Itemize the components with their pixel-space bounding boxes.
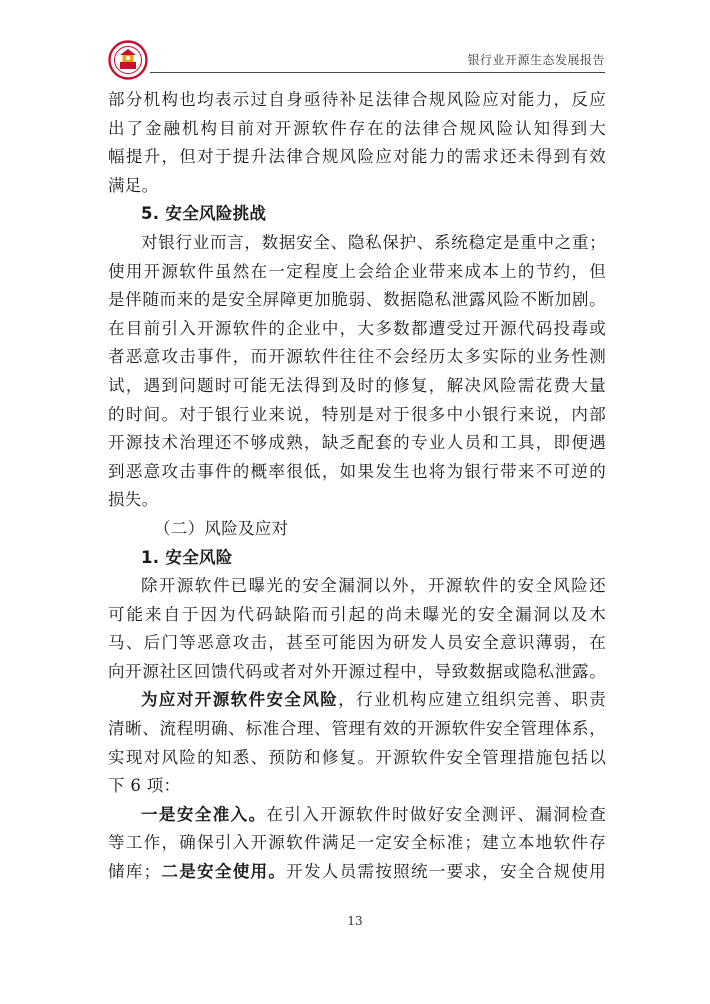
- text-line: [108, 372, 606, 401]
- text-line: [108, 258, 606, 287]
- text-line: [108, 429, 606, 458]
- text-line: [108, 601, 606, 630]
- text-line: [108, 315, 606, 344]
- text-line: [108, 686, 606, 715]
- text-line: [108, 744, 606, 773]
- bold-phrase: 一是安全准入。: [141, 804, 267, 824]
- line-text: 到恶意攻击事件的概率很低，如果发生也将为银行带来不可逆的: [108, 461, 606, 481]
- section-heading: [108, 200, 606, 229]
- text-line: [108, 858, 606, 887]
- page-header: [0, 0, 710, 80]
- line-text: 出了金融机构目前对开源软件存在的法律合规风险认知得到大: [108, 118, 606, 138]
- line-text: 除开源软件已曝光的安全漏洞以外，开源软件的安全风险还: [141, 576, 606, 596]
- line-text: 幅提升，但对于提升法律合规风险应对能力的需求还未得到有效: [108, 147, 606, 167]
- text-line: [108, 86, 606, 115]
- line-text: 在引入开源软件时做好安全测评、漏洞检查: [266, 804, 606, 824]
- line-text: 损失。: [108, 490, 159, 510]
- line-text: 使用开源软件虽然在一定程度上会给企业带来成本上的节约，但: [108, 261, 606, 281]
- line-text: 可能来自于因为代码缺陷而引起的尚未曝光的安全漏洞以及木: [108, 604, 606, 624]
- line-text: 在目前引入开源软件的企业中，大多数都遭受过开源代码投毒或: [108, 318, 606, 338]
- bold-phrase: 二是安全使用。: [160, 862, 287, 882]
- line-text: 向开源社区回馈代码或者对外开源过程中，导致数据或隐私泄露。: [108, 661, 606, 681]
- line-text: 部分机构也均表示过自身亟待补足法律合规风险应对能力，反应: [108, 90, 606, 109]
- text-line: [108, 172, 606, 201]
- text-line: [108, 629, 606, 658]
- line-text: 对银行业而言，数据安全、隐私保护、系统稳定是重中之重；: [141, 232, 606, 252]
- section-heading: [108, 544, 606, 573]
- line-text: 实现对风险的知悉、预防和修复。开源软件安全管理措施包括以: [108, 747, 606, 767]
- line-text: 清晰、流程明确、标准合理、管理有效的开源软件安全管理体系，: [108, 719, 606, 739]
- line-text: 者恶意攻击事件，而开源软件往往不会经历太多实际的业务性测: [108, 347, 606, 367]
- text-line: [108, 458, 606, 487]
- text-line: [108, 401, 606, 430]
- text-line: [108, 572, 606, 601]
- text-line: [108, 801, 606, 830]
- line-text: 等工作，确保引入开源软件满足一定安全标准；建立本地软件存: [108, 833, 606, 853]
- text-line: [108, 715, 606, 744]
- text-line: [108, 343, 606, 372]
- line-text: 的时间。对于银行业来说，特别是对于很多中小银行来说，内部: [108, 404, 606, 424]
- body-text: [108, 86, 606, 887]
- line-text: 下 6 项：: [108, 776, 181, 796]
- page-number: 13: [347, 914, 363, 928]
- line-text: 储库；: [108, 862, 161, 882]
- subsection-heading: [108, 515, 606, 544]
- header-title: 银行业开源生态发展报告: [467, 53, 605, 67]
- text-line: [108, 143, 606, 172]
- line-text: 5. 安全风险挑战: [141, 204, 267, 224]
- line-text: ，行业机构应建立组织完善、职责: [338, 690, 606, 710]
- bold-phrase: 为应对开源软件安全风险: [141, 690, 339, 710]
- text-line: [108, 658, 606, 687]
- line-text: 开源技术治理还不够成熟，缺乏配套的专业人员和工具，即便遇: [108, 433, 606, 453]
- bank-association-seal-icon: [108, 40, 148, 80]
- line-text: 马、后门等恶意攻击，甚至可能因为研发人员安全意识薄弱，在: [108, 633, 606, 653]
- text-line: [108, 286, 606, 315]
- text-line: [108, 229, 606, 258]
- line-text: 1. 安全风险: [141, 547, 233, 567]
- line-text: 试，遇到问题时可能无法得到及时的修复，解决风险需花费大量: [108, 375, 606, 395]
- header-divider: [150, 72, 605, 73]
- line-text: 满足。: [108, 175, 159, 195]
- line-text: （二）风险及应对: [154, 518, 289, 538]
- text-line: [108, 772, 606, 801]
- line-text: 是伴随而来的是安全屏障更加脆弱、数据隐私泄露风险不断加剧。: [108, 290, 606, 310]
- text-line: [108, 115, 606, 144]
- text-line: [108, 829, 606, 858]
- line-text: 开发人员需按照统一要求，安全合规使用: [286, 862, 606, 882]
- text-line: [108, 486, 606, 515]
